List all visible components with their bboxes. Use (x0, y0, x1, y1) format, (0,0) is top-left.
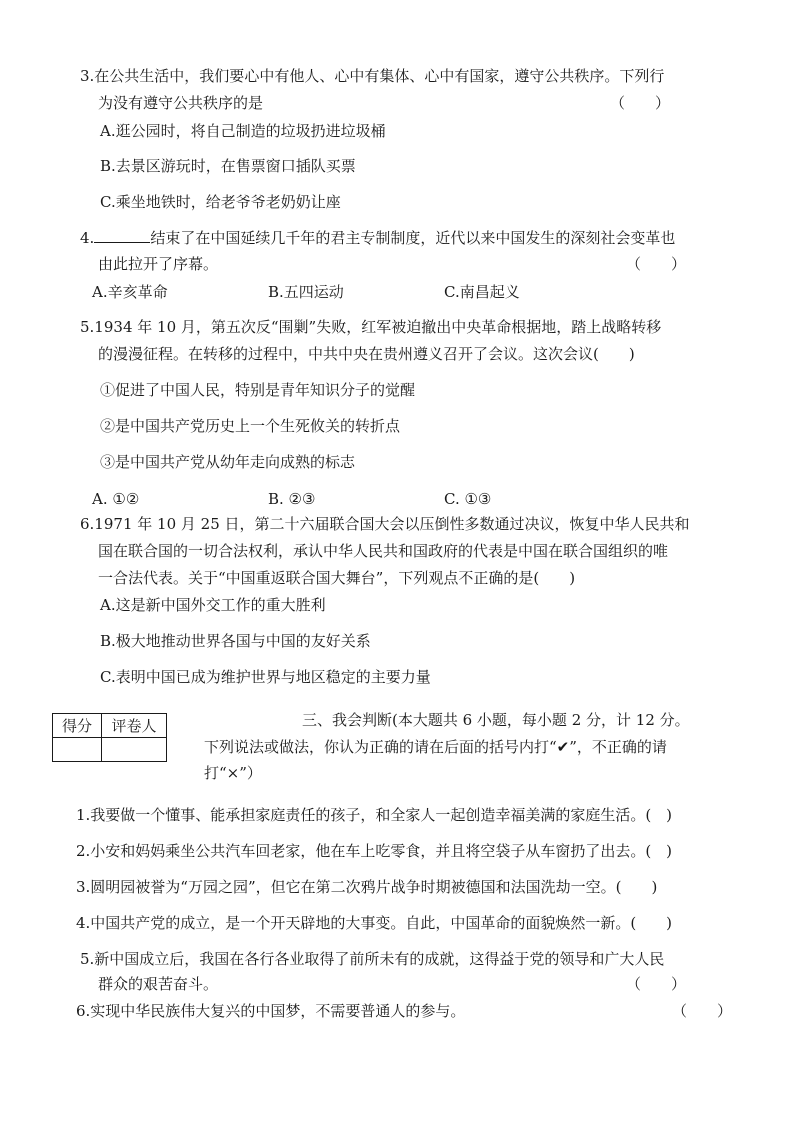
q3-option-c: C.乘坐地铁时，给老爷爷老奶奶让座 (100, 193, 341, 211)
q3-option-a: A.逛公园时，将自己制造的垃圾扔进垃圾桶 (100, 122, 386, 140)
judge-item-6: 6.实现中华民族伟大复兴的中国梦，不需要普通人的参与。 (76, 1002, 466, 1020)
score-cell[interactable] (53, 738, 102, 762)
section3-heading-line1: 三、我会判断(本大题共 6 小题，每小题 2 分，计 12 分。 (302, 711, 690, 729)
q5-option-b: B. ②③ (268, 490, 316, 508)
q4-option-c: C.南昌起义 (444, 283, 520, 301)
judge-item-3: 3.圆明园被誉为“万园之园”，但它在第二次鸦片战争时期被德国和法国洗劫一空。( ) (76, 878, 658, 896)
q6-option-b: B.极大地推动世界各国与中国的友好关系 (100, 632, 371, 650)
judge-item-1: 1.我要做一个懂事、能承担家庭责任的孩子，和全家人一起创造幸福美满的家庭生活。( ) (76, 806, 673, 824)
q5-statement-3: ③是中国共产党从幼年走向成熟的标志 (100, 453, 356, 471)
q6-stem-line3: 一合法代表。关于“中国重返联合国大舞台”，下列观点不正确的是( ) (98, 569, 576, 587)
q4-number: 4. (80, 229, 95, 247)
q4-option-b: B.五四运动 (268, 283, 344, 301)
q4-answer-paren: （ ） (626, 255, 687, 273)
score-table (52, 713, 167, 762)
q6-stem-line1: 6.1971 年 10 月 25 日，第二十六届联合国大会以压倒性多数通过决议，恢复中华人民共和 (80, 515, 690, 533)
q4-stem-text: 结束了在中国延续几千年的君主专制制度，近代以来中国发生的深刻社会变革也 (150, 229, 676, 247)
q3-option-b: B.去景区游玩时，在售票窗口插队买票 (100, 157, 356, 175)
q3-stem-line1: 3.在公共生活中，我们要心中有他人、心中有集体、心中有国家，遵守公共秩序。下列行 (80, 67, 665, 85)
score-header: 得分 (53, 714, 102, 738)
q4-option-a: A.辛亥革命 (92, 283, 168, 301)
q5-stem-line1: 5.1934 年 10 月，第五次反“围剿”失败，红军被迫撤出中央革命根据地，踏上战略转移 (80, 318, 662, 336)
judge-item-6-paren: （ ） (672, 1002, 733, 1020)
judge-item-5-line2: 群众的艰苦奋斗。 (98, 975, 219, 993)
q5-option-a: A. ①② (92, 490, 140, 508)
q6-stem-line2: 国在联合国的一切合法权利，承认中华人民共和国政府的代表是中国在联合国组织的唯 (98, 542, 669, 560)
judge-item-5-line1: 5.新中国成立后，我国在各行各业取得了前所未有的成就，这得益于党的领导和广大人民 (80, 950, 665, 968)
section3-heading-line3: 打“×”） (204, 764, 262, 782)
q3-answer-paren: （ ） (610, 94, 671, 112)
q4-stem-line2: 由此拉开了序幕。 (98, 255, 219, 273)
q5-stem-line2: 的漫漫征程。在转移的过程中，中共中央在贵州遵义召开了会议。这次会议( ) (98, 345, 635, 363)
q3-stem-line2: 为没有遵守公共秩序的是 (98, 94, 264, 112)
q4-fill-blank (94, 228, 150, 243)
grader-cell[interactable] (102, 738, 167, 762)
section3-heading-line2: 下列说法或做法，你认为正确的请在后面的括号内打“✔”，不正确的请 (204, 738, 667, 756)
grader-header: 评卷人 (102, 714, 167, 738)
q5-option-c: C. ①③ (444, 490, 492, 508)
q5-statement-1: ①促进了中国人民，特别是青年知识分子的觉醒 (100, 381, 416, 399)
q4-stem-line1 (80, 228, 675, 248)
judge-item-5-paren: （ ） (626, 975, 687, 993)
q6-option-a: A.这是新中国外交工作的重大胜利 (100, 596, 326, 614)
judge-item-4: 4.中国共产党的成立，是一个开天辟地的大事变。自此，中国革命的面貌焕然一新。( ) (76, 914, 673, 932)
q5-statement-2: ②是中国共产党历史上一个生死攸关的转折点 (100, 417, 401, 435)
q6-option-c: C.表明中国已成为维护世界与地区稳定的主要力量 (100, 668, 431, 686)
judge-item-2: 2.小安和妈妈乘坐公共汽车回老家，他在车上吃零食，并且将空袋子从车窗扔了出去。( ) (76, 842, 673, 860)
